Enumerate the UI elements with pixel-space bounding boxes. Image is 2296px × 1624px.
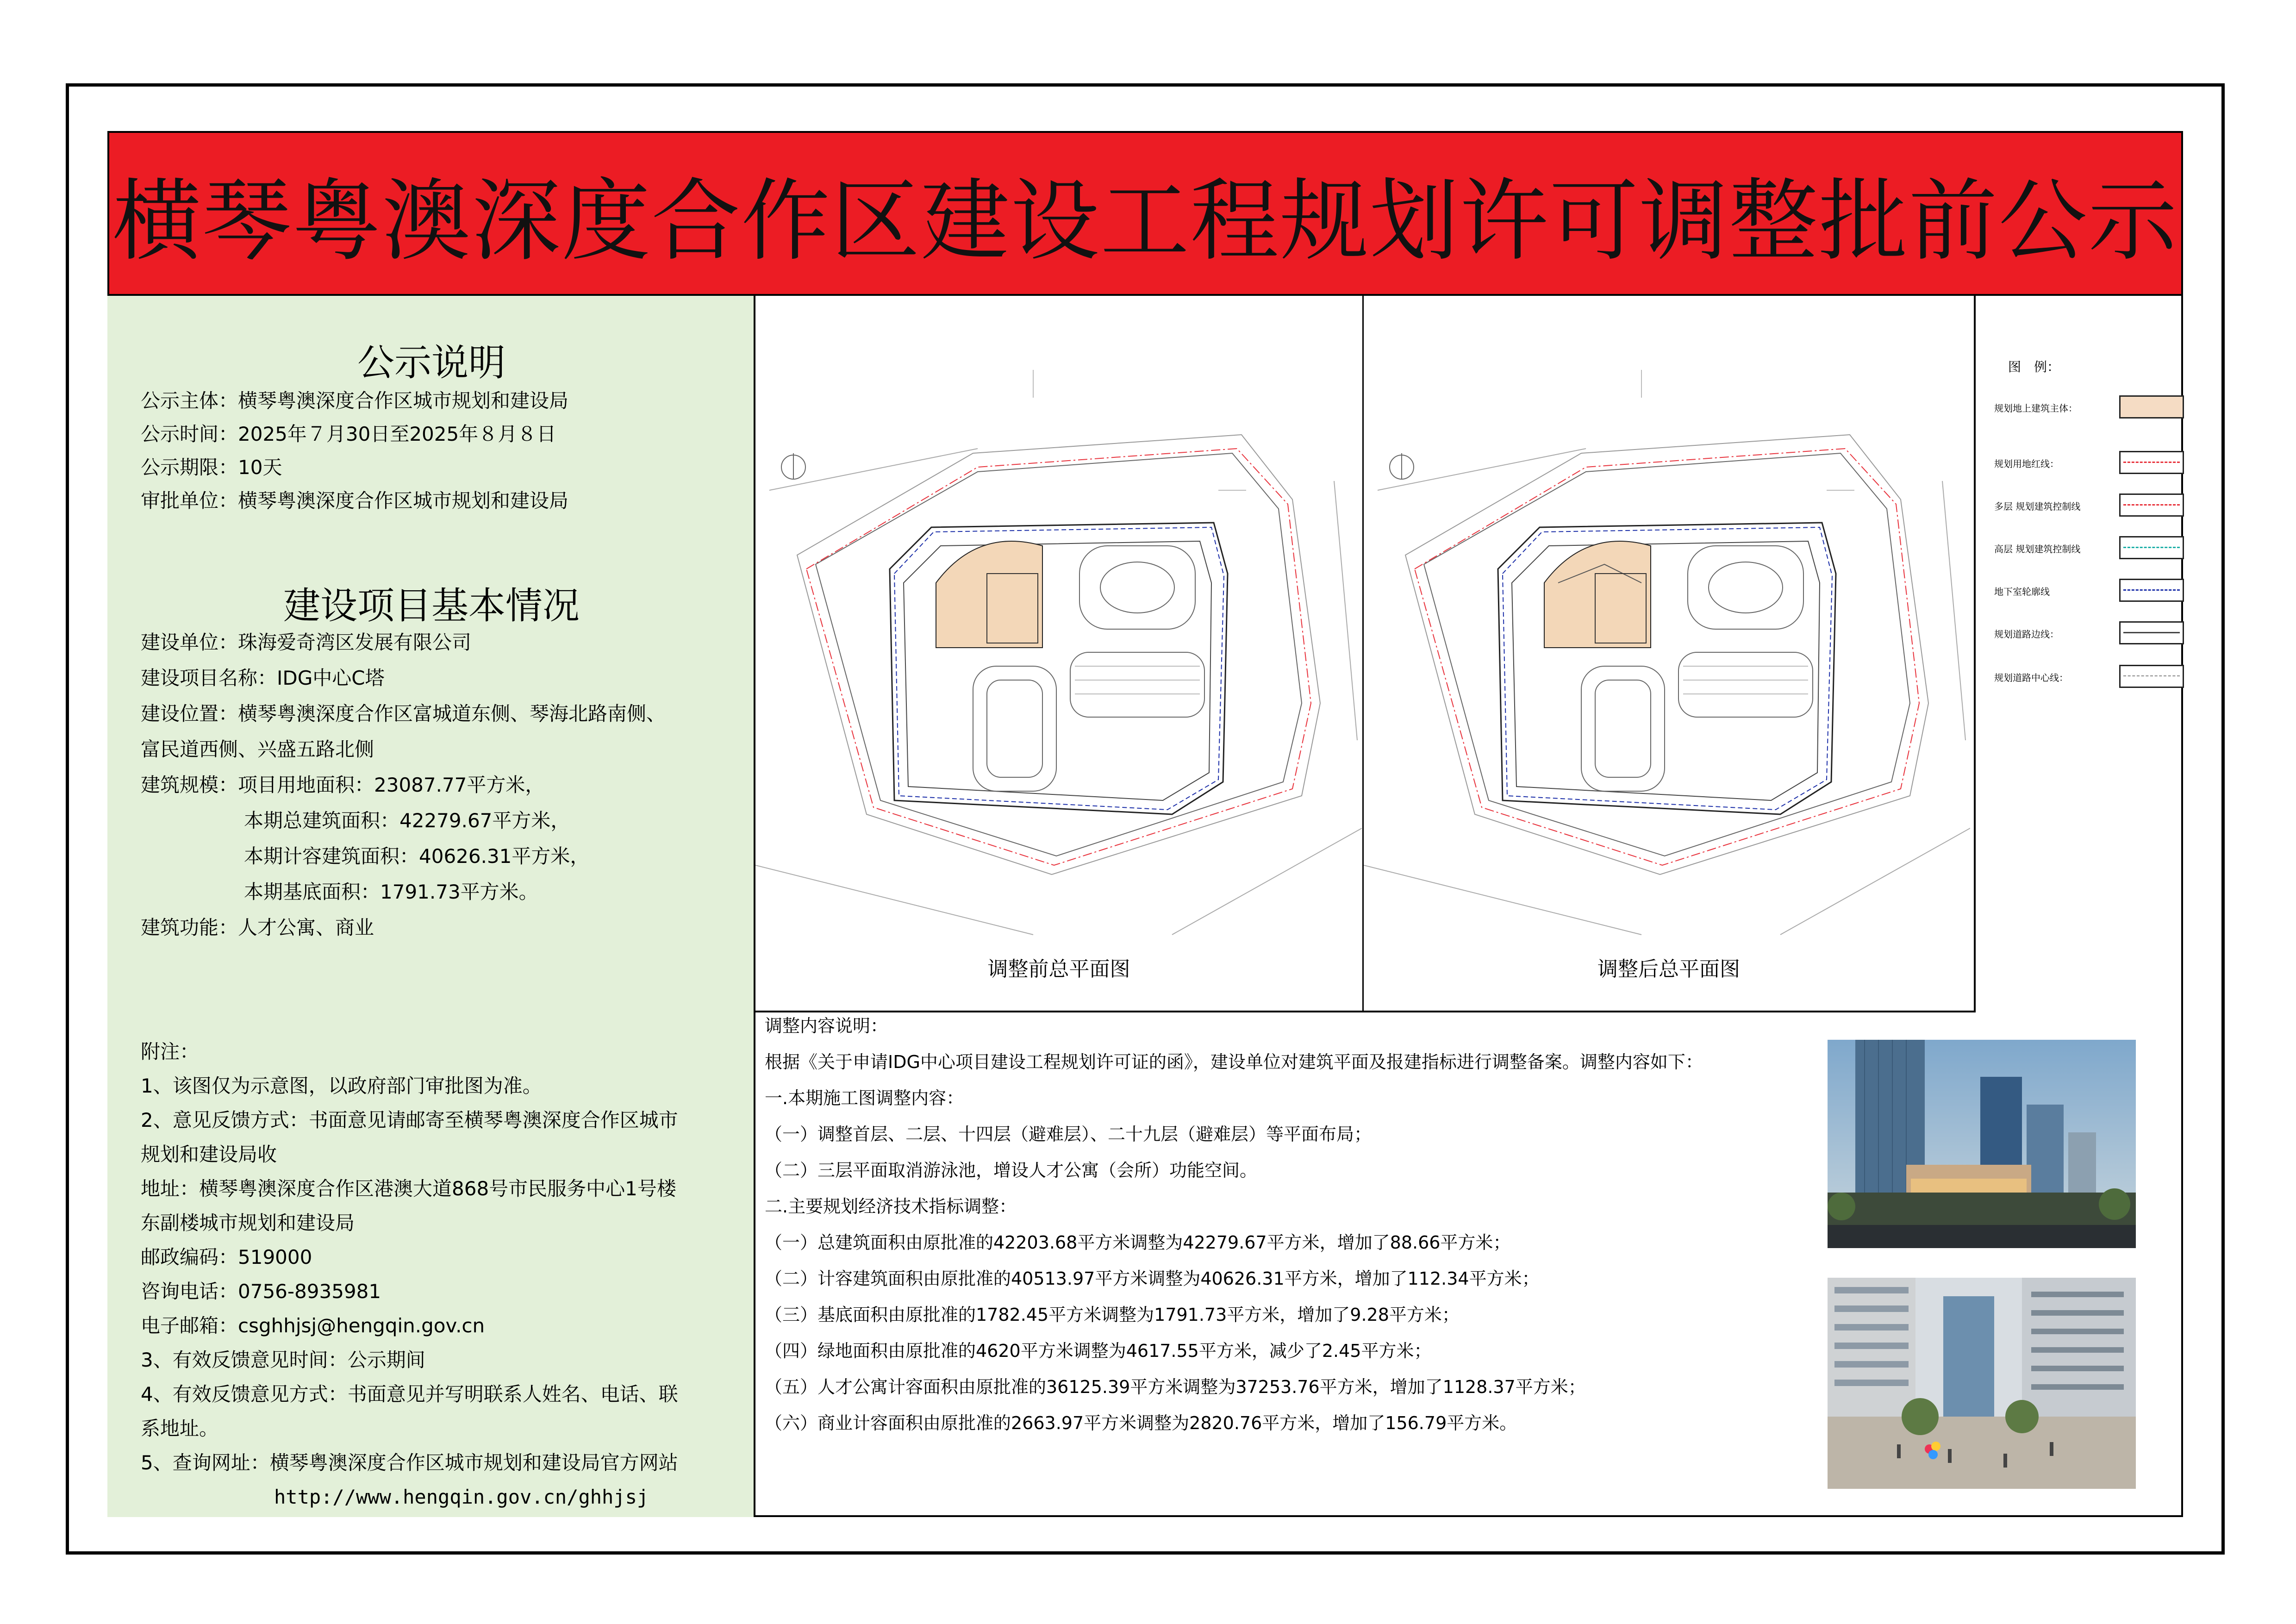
adjustment-line: （四）绿地面积由原批准的4620平方米调整为4617.55平方米，减少了2.45平方米； — [765, 1341, 1432, 1361]
legend-panel — [1974, 296, 2183, 1012]
project-line: 本期基底面积：1791.73平方米。 — [244, 881, 538, 903]
project-line: 建筑功能：人才公寓、商业 — [141, 916, 374, 939]
legend-swatch — [2119, 493, 2184, 517]
notes-line: 4、有效反馈意见方式：书面意见并写明联系人姓名、电话、联 — [141, 1383, 678, 1405]
legend-title: 图 例： — [2008, 359, 2060, 375]
project-line: 富民道西侧、兴盛五路北侧 — [141, 738, 374, 761]
legend-swatch — [2119, 395, 2184, 418]
rendering-street — [1828, 1278, 2136, 1489]
project-line: 本期计容建筑面积：40626.31平方米， — [244, 845, 590, 868]
adjustment-line: （一）调整首层、二层、十四层（避难层）、二十九层（避难层）等平面布局； — [765, 1124, 1372, 1144]
notes-line: 2、意见反馈方式：书面意见请邮寄至横琴粤澳深度合作区城市 — [141, 1109, 678, 1131]
rendering-aerial — [1828, 1040, 2136, 1248]
notice-line: 公示期限：10天 — [141, 456, 282, 479]
legend-item — [1994, 446, 2170, 479]
adjustment-line: （一）总建筑面积由原批准的42203.68平方米调整为42279.67平方米，增加了88.66平方米； — [765, 1232, 1511, 1253]
notes-line: 附注： — [141, 1040, 200, 1063]
adjustment-line: 根据《关于申请IDG中心项目建设工程规划许可证的函》，建设单位对建筑平面及报建指标进行调整备案。调整内容如下： — [765, 1052, 1703, 1072]
notes-line: 1、该图仅为示意图，以政府部门审批图为准。 — [141, 1074, 542, 1097]
info-panel — [107, 296, 755, 1517]
notice-line: 公示时间：2025年７月30日至2025年８月８日 — [141, 423, 556, 445]
notes-line: 5、查询网址：横琴粤澳深度合作区城市规划和建设局官方网站 — [141, 1451, 678, 1474]
project-line: 本期总建筑面积：42279.67平方米， — [244, 809, 570, 832]
plan-before-caption: 调整前总平面图 — [987, 957, 1130, 981]
legend-label: 规划道路边线： — [1994, 629, 2059, 640]
plan-before — [755, 296, 1364, 1011]
legend-swatch — [2119, 665, 2184, 688]
legend-item — [1994, 617, 2170, 649]
legend-label: 多层 规划建筑控制线 — [1994, 501, 2081, 512]
adjustment-line: 一.本期施工图调整内容： — [765, 1088, 964, 1108]
legend-swatch — [2119, 579, 2184, 602]
site-plan-after-drawing — [1364, 296, 1970, 944]
notes-line: 地址：横琴粤澳深度合作区港澳大道868号市民服务中心1号楼 — [141, 1177, 676, 1200]
project-heading: 建设项目基本情况 — [283, 584, 580, 627]
site-plan-before-drawing — [755, 296, 1362, 944]
legend-label: 高层 规划建筑控制线 — [1994, 543, 2081, 555]
legend-label: 地下室轮廓线 — [1994, 586, 2050, 597]
project-line: 建设单位：珠海爱奇湾区发展有限公司 — [141, 631, 472, 654]
site-plans — [755, 296, 1974, 1012]
notice-line: 公示主体：横琴粤澳深度合作区城市规划和建设局 — [141, 389, 569, 412]
title-banner — [107, 131, 2183, 296]
notes-line: 3、有效反馈意见时间：公示期间 — [141, 1349, 425, 1371]
notes-line: 系地址。 — [141, 1417, 219, 1440]
adjustment-line: （六）商业计容面积由原批准的2663.97平方米调整为2820.76平方米，增加了156.79平方米。 — [765, 1413, 1517, 1433]
notes-line: 规划和建设局收 — [141, 1143, 277, 1166]
legend-label: 规划地上建筑主体： — [1994, 403, 2078, 414]
notes-line: 东副楼城市规划和建设局 — [141, 1212, 355, 1234]
notes-line: 咨询电话：0756-8935981 — [141, 1280, 381, 1303]
page-title: 横琴粤澳深度合作区建设工程规划许可调整批前公示 — [112, 170, 2178, 273]
legend-label: 规划道路中心线： — [1994, 672, 2068, 683]
adjustment-line: （三）基底面积由原批准的1782.45平方米调整为1791.73平方米，增加了9.28平方米； — [765, 1305, 1460, 1325]
legend-item — [1994, 531, 2170, 564]
legend-swatch — [2119, 536, 2184, 559]
legend-swatch — [2119, 451, 2184, 474]
project-line: 建设位置：横琴粤澳深度合作区富城道东侧、琴海北路南侧、 — [141, 702, 666, 725]
legend-swatch — [2119, 621, 2184, 644]
adjustment-line: （二）计容建筑面积由原批准的40513.97平方米调整为40626.31平方米，增加了112.34平方米； — [765, 1268, 1540, 1289]
project-line: 建筑规模：项目用地面积：23087.77平方米， — [141, 774, 545, 796]
legend-item — [1994, 391, 2170, 423]
notes-email[interactable]: 电子邮箱：csghhjsj@hengqin.gov.cn — [141, 1314, 485, 1337]
notice-line: 审批单位：横琴粤澳深度合作区城市规划和建设局 — [141, 489, 569, 512]
adjustment-line: （五）人才公寓计容面积由原批准的36125.39平方米调整为37253.76平方米，增加了1128.37平方米； — [765, 1377, 1586, 1397]
adjustment-line: 调整内容说明： — [765, 1016, 888, 1036]
plan-after-caption: 调整后总平面图 — [1597, 957, 1740, 981]
notes-url-link[interactable]: http://www.hengqin.gov.cn/ghhjsj — [274, 1486, 649, 1508]
plan-after — [1364, 296, 1974, 1011]
adjustment-line: （二）三层平面取消游泳池，增设人才公寓（会所）功能空间。 — [765, 1160, 1258, 1181]
legend-label: 规划用地红线： — [1994, 458, 2059, 469]
legend-item — [1994, 489, 2170, 521]
notes-line: 邮政编码：519000 — [141, 1246, 312, 1268]
project-line: 建设项目名称：IDG中心C塔 — [141, 667, 385, 689]
notice-heading: 公示说明 — [357, 341, 505, 384]
legend-item — [1994, 574, 2170, 606]
legend-item — [1994, 660, 2170, 693]
adjustment-line: 二.主要规划经济技术指标调整： — [765, 1196, 1017, 1217]
